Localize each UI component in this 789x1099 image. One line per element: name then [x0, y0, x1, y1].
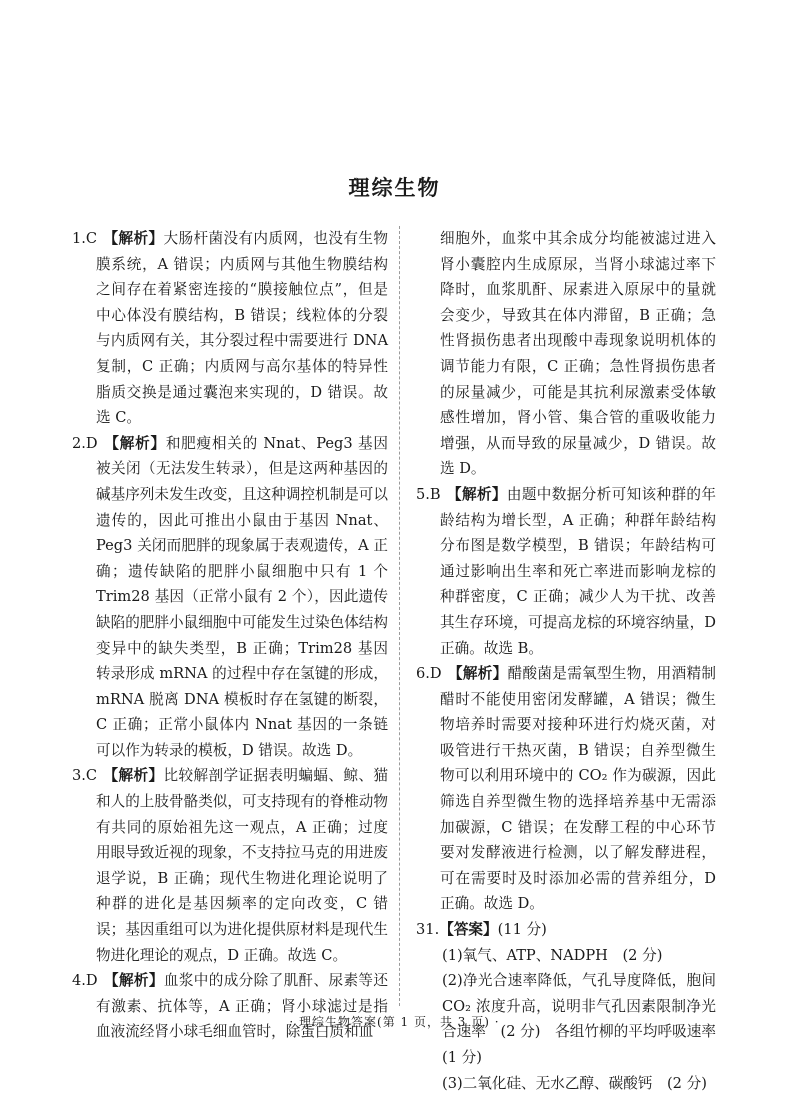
page-footer: · 理综生物答案(第 1 页，共 3 页) ·	[289, 1015, 500, 1029]
answer-item-5: 5.B 【解析】由题中数据分析可知该种群的年龄结构为增长型，A 正确；种群年龄结构分布图是数学模型，B 错误；年龄结构可通过影响出生率和死亡率进而影响龙棕的种群密度，C 正确；减少人为干扰、改善其生存环境，可提高龙棕的环境容纳量，D 正确。故选 B。	[416, 485, 716, 657]
answer-item-31: 31.【答案】(11 分)	[416, 921, 547, 939]
column-divider	[399, 226, 400, 1006]
answer-item-3: 3.C 【解析】比较解剖学证据表明蝙蝠、鲸、猫和人的上肢骨骼类似，可支持现有的脊椎动物有共同的原始祖先这一观点，A 正确；过度用眼导致近视的现象，不支持拉马克的用进废退学说，B 正确；现代生物进化理论说明了种群的进化是基因频率的定向改变，C 错误；基因重组可以为进化提供原材料是现代生物进化理论的观点，D 正确。故选 C。	[72, 767, 388, 964]
answer-31-part-2: (2)净光合速率降低，气孔导度降低，胞间 CO₂ 浓度升高，说明非气孔因素限制净光合速率 (2 分) 各组竹柳的平均呼吸速率 (1 分)	[442, 972, 731, 1066]
answer-31-part-1: (1)氧气、ATP、NADPH (2 分)	[442, 946, 663, 964]
answer-item-4-continued: 细胞外，血浆中其余成分均能被滤过进入肾小囊腔内生成原尿，当肾小球滤过率下降时，血浆肌酐、尿素进入原尿中的量就会变少，导致其在体内滞留，B 正确；急性肾损伤患者出现酸中毒现象说明机体的调节能力有限，C 正确；急性肾损伤患者的尿量减少，可能是其抗利尿激素受体敏感性增加，肾小管、集合管的重吸收能力增强，从而导致的尿量减少，D 错误。故选 D。	[440, 230, 716, 478]
page-title: 理综生物	[348, 176, 441, 200]
answer-item-4: 4.D 【解析】血浆中的成分除了肌酐、尿素等还有激素、抗体等，A 正确；肾小球滤过是指血液流经肾小球毛细血管时，除蛋白质和血	[72, 972, 388, 1041]
answer-item-1: 1.C 【解析】大肠杆菌没有内质网，也没有生物膜系统，A 错误；内质网与其他生物膜结构之间存在着紧密连接的“膜接触位点”，但是中心体没有膜结构，B 错误；线粒体的分裂与内质网有关，其分裂过程中需要进行 DNA 复制，C 正确；内质网与高尔基体的特异性脂质交换是通过囊泡来实现的，D 错误。故选 C。	[72, 230, 388, 427]
answer-item-6: 6.D 【解析】醋酸菌是需氧型生物，用酒精制醋时不能使用密闭发酵罐，A 错误；微生物培养时需要对接种环进行灼烧灭菌，对吸管进行干热灭菌，B 错误；自养型微生物可以利用环境中的 CO₂ 作为碳源，因此筛选自养型微生物的选择培养基中无需添加碳源，C 错误；在发酵工程的中心环节要对发酵液进行检测，以了解发酵进程，可在需要时及时添加必需的营养组分，D 正确。故选 D。	[416, 665, 716, 913]
left-column	[72, 226, 388, 1045]
answer-31-part-3: (3)二氧化硅、无水乙醇、碳酸钙 (2 分)	[442, 1074, 707, 1092]
right-column	[416, 226, 731, 1096]
answer-item-2: 2.D 【解析】和肥瘦相关的 Nnat、Peg3 基因被关闭（无法发生转录），但是这两种基因的碱基序列未发生改变，且这种调控机制是可以遗传的，因此可推出小鼠由于基因 Nnat、Peg3 关闭而肥胖的现象属于表观遗传，A 正确；遗传缺陷的肥胖小鼠细胞中只有 1 个 Trim28 基因（正常小鼠有 2 个），因此遗传缺陷的肥胖小鼠细胞中可能发生过染色体结构变异中的缺失类型，B 正确；Trim28 基因转录形成 mRNA 的过程中存在氢键的形成，mRNA 脱离 DNA 模板时存在氢键的断裂，C 正确；正常小鼠体内 Nnat 基因的一条链可以作为转录的模板，D 错误。故选 D。	[72, 434, 388, 759]
